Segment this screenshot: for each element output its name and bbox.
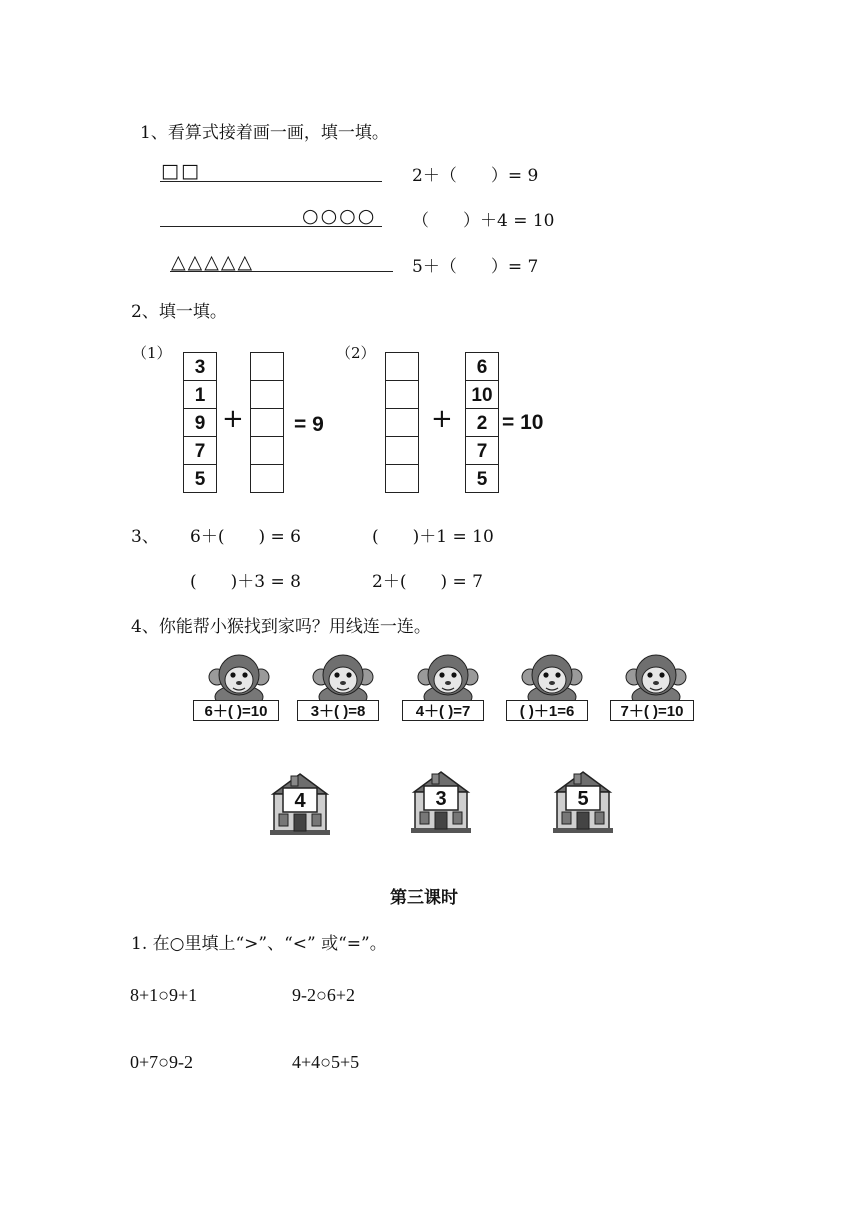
number-cell: 3 [184, 353, 216, 381]
q2-part2-left-column [385, 352, 419, 493]
q2-part2-plus: + [431, 404, 453, 434]
comparison-2: 9-2○6+2 [292, 985, 356, 1005]
q1-row2-equation: （ ）＋4 = 10 [412, 211, 555, 231]
house-number: 3 [435, 788, 447, 810]
answer-cell[interactable] [386, 465, 418, 493]
q3-equation-1: 6＋( ) = 6 [190, 527, 301, 547]
section-heading: 第三课时 [390, 888, 458, 908]
number-cell: 2 [466, 409, 498, 437]
number-cell: 5 [466, 465, 498, 493]
answer-cell[interactable] [251, 409, 283, 437]
monkey-icon [517, 653, 587, 705]
answer-cell[interactable] [386, 437, 418, 465]
monkey-sign-4[interactable]: ( )＋1=6 [506, 700, 588, 721]
q2-part1-result: = 9 [294, 413, 324, 436]
monkey-3 [413, 653, 483, 705]
house-1[interactable] [267, 772, 333, 838]
q1-row1-line[interactable] [160, 181, 382, 182]
q2-part2-right-column [465, 352, 499, 493]
monkey-icon [621, 653, 691, 705]
answer-cell[interactable] [251, 437, 283, 465]
q3-equation-2: ( )＋1 = 10 [372, 527, 494, 547]
comparison-3: 0+7○9-2 [130, 1052, 194, 1072]
q1-row2-shapes: ○○○○ [302, 205, 377, 227]
q1-title: 1、看算式接着画一画，填一填。 [140, 123, 389, 143]
number-cell: 5 [184, 465, 216, 493]
q1-row3-line[interactable] [170, 271, 393, 272]
number-cell: 10 [466, 381, 498, 409]
q4-title: 4、你能帮小猴找到家吗？用线连一连。 [131, 617, 431, 637]
q2-part2-label: （2） [336, 344, 376, 362]
number-cell: 7 [184, 437, 216, 465]
answer-cell[interactable] [251, 353, 283, 381]
q1-row1-equation: 2＋（ ）= 9 [412, 166, 539, 186]
number-cell: 9 [184, 409, 216, 437]
monkey-4 [517, 653, 587, 705]
q1-row3-equation: 5＋（ ）= 7 [412, 257, 539, 277]
q3-equation-4: 2＋( ) = 7 [372, 572, 483, 592]
monkey-icon [413, 653, 483, 705]
q1-row3-shapes: △△△△△ [171, 251, 255, 273]
q3-equation-3: ( )＋3 = 8 [190, 572, 301, 592]
q2-part1-left-column [183, 352, 217, 493]
house-3[interactable] [550, 770, 616, 836]
monkey-1 [204, 653, 274, 705]
q2-part1-plus: + [222, 404, 244, 434]
monkey-5 [621, 653, 691, 705]
monkey-sign-2[interactable]: 3＋( )=8 [297, 700, 379, 721]
comparison-4: 4+4○5+5 [292, 1052, 360, 1072]
q2-part1-right-column [250, 352, 284, 493]
q2-part1-label: （1） [132, 344, 172, 362]
q2-title: 2、填一填。 [131, 302, 227, 322]
monkey-icon [308, 653, 378, 705]
answer-cell[interactable] [386, 353, 418, 381]
monkey-sign-3[interactable]: 4＋( )=7 [402, 700, 484, 721]
answer-cell[interactable] [386, 381, 418, 409]
monkey-2 [308, 653, 378, 705]
monkey-sign-1[interactable]: 6＋( )=10 [193, 700, 279, 721]
number-cell: 6 [466, 353, 498, 381]
answer-cell[interactable] [251, 381, 283, 409]
house-2[interactable] [408, 770, 474, 836]
q1-row2-line[interactable] [160, 226, 382, 227]
number-cell: 1 [184, 381, 216, 409]
house-number: 5 [577, 788, 589, 810]
answer-cell[interactable] [386, 409, 418, 437]
section-q1-title: 1. 在○里填上“>”、“<” 或“=”。 [131, 934, 387, 954]
monkey-sign-5[interactable]: 7＋( )=10 [610, 700, 694, 721]
q3-label: 3、 [131, 527, 159, 547]
q1-row1-shapes: □□ [161, 160, 201, 182]
house-number: 4 [294, 790, 306, 812]
comparison-1: 8+1○9+1 [130, 985, 198, 1005]
q2-part2-result: = 10 [502, 411, 544, 434]
monkey-icon [204, 653, 274, 705]
answer-cell[interactable] [251, 465, 283, 493]
number-cell: 7 [466, 437, 498, 465]
